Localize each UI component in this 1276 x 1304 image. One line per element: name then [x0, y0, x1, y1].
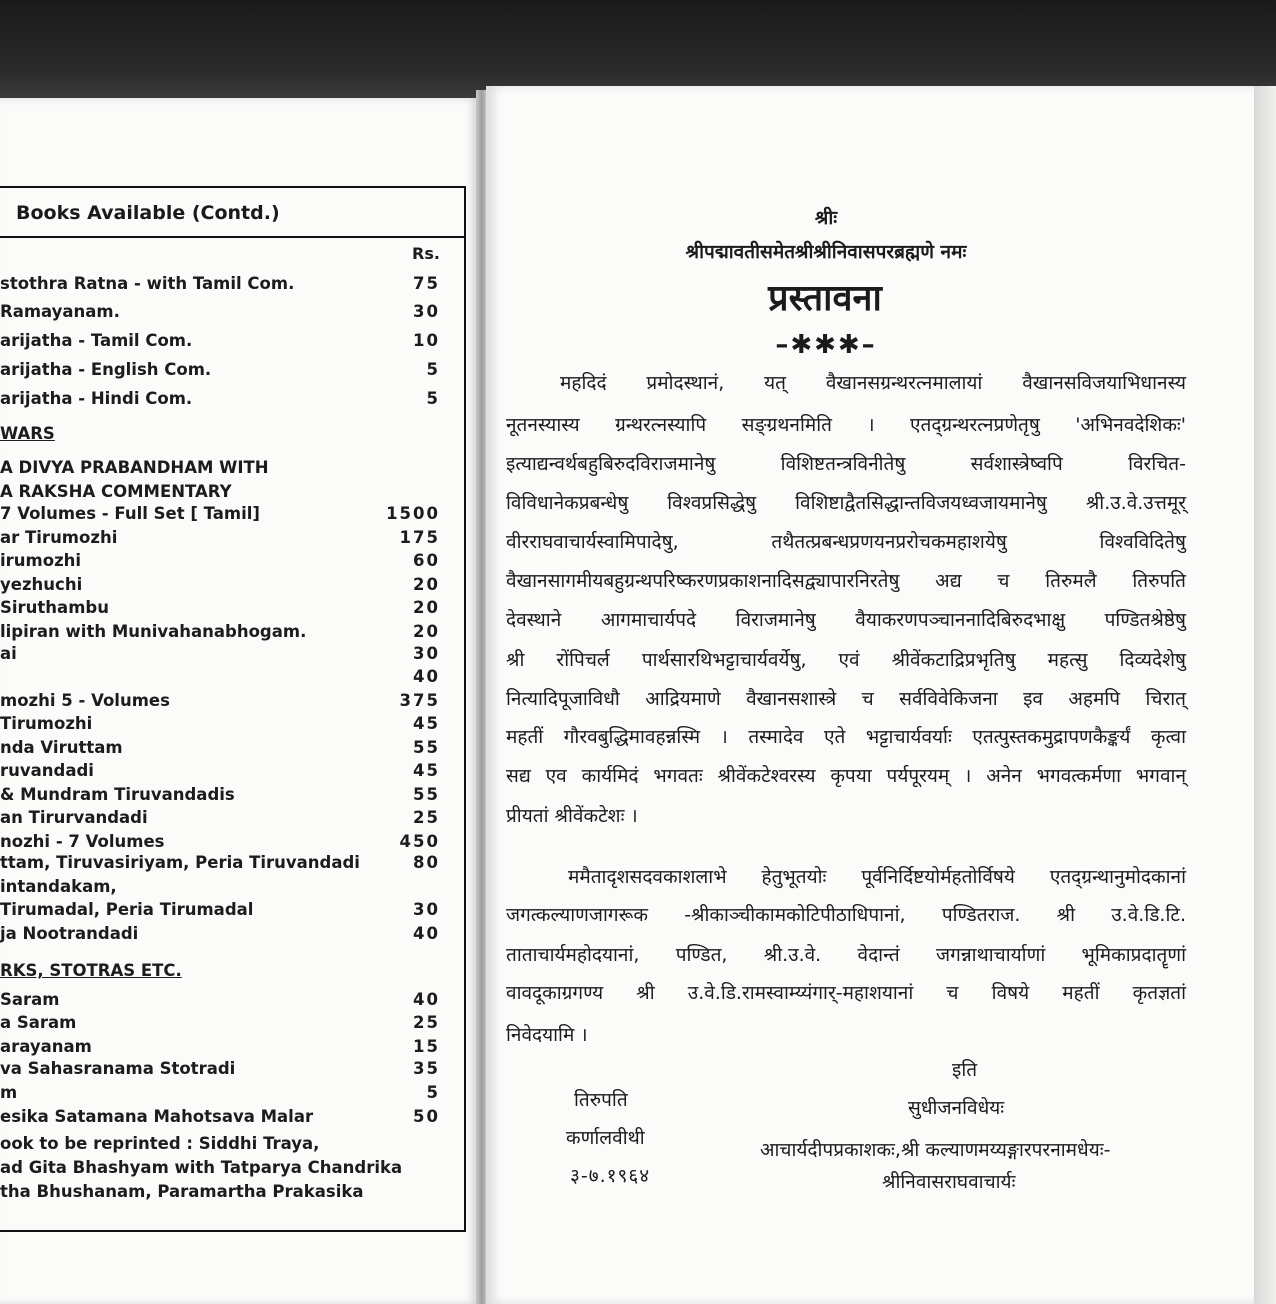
preface-line: सद्य एव कार्यमिदं भगवतः श्रीवेंकटेश्वरस्य कृपया पर्यपूरयम् । अनेन भगवत्कर्मणा भगवान्: [506, 765, 1186, 787]
book-list-item: [0, 388, 440, 410]
preface-line: वैखानसागमीयबहुग्रन्थपरिष्करणप्रकाशनादिसद्व्यापारनिरतेषु अद्य च तिरुमलै तिरुपति: [506, 570, 1186, 592]
book-price: 25: [413, 1013, 440, 1032]
book-price: 1500: [386, 504, 440, 523]
date: ३-७.१९६४: [570, 1165, 651, 1187]
book-price: 40: [413, 990, 440, 1009]
book-list-item: [0, 621, 440, 643]
book-list-item: [0, 960, 440, 982]
book-title: ook to be reprinted : Siddhi Traya,: [0, 1134, 320, 1153]
book-list-item: [0, 1157, 440, 1179]
book-title: an Tirurvandadi: [0, 808, 148, 827]
book-list-item: [0, 1181, 440, 1203]
book-list-item: [0, 713, 440, 735]
book-title: A RAKSHA COMMENTARY: [0, 482, 232, 501]
book-price: 15: [413, 1037, 440, 1056]
book-title: stothra Ratna - with Tamil Com.: [0, 274, 295, 293]
book-list-item: [0, 1133, 440, 1155]
book-title: Ramayanam.: [0, 302, 120, 321]
book-price: 25: [413, 808, 440, 827]
preface-line: इत्याद्यन्वर्थबहुबिरुदविराजमानेषु विशिष्टतन्त्रविनीतेषु सर्वशास्त्रेष्वपि विरचित-: [506, 453, 1186, 475]
book-title: arijatha - English Com.: [0, 360, 212, 379]
salutation: श्रीपद्मावतीसमेतश्रीश्रीनिवासपरब्रह्मणे नमः: [685, 241, 967, 263]
book-price: 40: [413, 667, 440, 686]
book-list-item: [0, 831, 440, 853]
book-list-item: [0, 807, 440, 829]
book-list-item: [0, 597, 440, 619]
book-list-item: [0, 784, 440, 806]
page-title: प्रस्तावना: [768, 278, 882, 319]
page-edge: [1254, 86, 1276, 1304]
book-title: va Sahasranama Stotradi: [0, 1059, 236, 1078]
preface-line: वावदूकाग्रगण्य श्री उ.वे.डि.रामस्वाम्य्यंगार्-महाशयानां च विषये महतीं कृतज्ञतां: [506, 982, 1186, 1004]
book-title: Saram: [0, 990, 60, 1009]
books-list-title: Books Available (Contd.): [0, 196, 466, 238]
section-heading: RKS, STOTRAS ETC.: [0, 961, 182, 980]
place: तिरुपति: [574, 1089, 628, 1111]
book-title: yezhuchi: [0, 575, 83, 594]
preface-line: ताताचार्यमहोदयानां, पण्डित, श्री.उ.वे. वेदान्तं जगन्नाथाचार्याणां भूमिकाप्रदातॄणां: [506, 944, 1186, 966]
book-title: nda Viruttam: [0, 738, 123, 757]
book-list-item: [0, 690, 440, 712]
book-list-item: [0, 1082, 440, 1104]
book-title: ruvandadi: [0, 761, 94, 780]
price-column-header: Rs.: [412, 244, 440, 263]
book-price: 375: [399, 691, 440, 710]
book-list-item: [0, 666, 440, 688]
book-price: 20: [413, 622, 440, 641]
book-list-item: [0, 1012, 440, 1034]
preface-line: नूतनस्यास्य ग्रन्थरत्नस्यापि सङ्ग्रथनमिति । एतद्ग्रन्थरत्नप्रणेतृषु 'अभिनवदेशिकः': [506, 414, 1186, 436]
book-price: 20: [413, 598, 440, 617]
invocation: श्रीः: [814, 207, 838, 229]
book-list-item: [0, 1036, 440, 1058]
book-list-item: [0, 899, 440, 921]
book-price: 45: [413, 761, 440, 780]
book-title: arayanam: [0, 1037, 92, 1056]
scan-background-top: [0, 0, 1276, 100]
preface-line: ममैतादृशसदवकाशलाभे हेतुभूतयोः पूर्वनिर्दिष्टयोर्महतोर्विषये एतद्ग्रन्थानुमोदकानां: [568, 866, 1186, 888]
book-price: 10: [413, 331, 440, 350]
book-title: irumozhi: [0, 551, 82, 570]
book-title: ttam, Tiruvasiriyam, Peria Tiruvandadi: [0, 853, 360, 872]
preface-line: महदिदं प्रमोदस्थानं, यत् वैखानसग्रन्थरत्नमालायां वैखानसविजयाभिधानस्य: [560, 372, 1186, 394]
book-list-item: [0, 737, 440, 759]
book-list-item: [0, 760, 440, 782]
book-title: intandakam,: [0, 877, 117, 896]
author-name: श्रीनिवासराघवाचार्यः: [882, 1171, 1016, 1193]
preface-line: वीरराघवाचार्यस्वामिपादेषु, तथैतत्प्रबन्धप्रणयनप्ररोचकमहाशयेषु विश्वविदितेषु: [506, 531, 1186, 553]
book-title: & Mundram Tiruvandadis: [0, 785, 235, 804]
book-title: ar Tirumozhi: [0, 528, 118, 547]
book-price: 5: [426, 1083, 440, 1102]
book-title: arijatha - Tamil Com.: [0, 331, 193, 350]
book-title: esika Satamana Mahotsava Malar: [0, 1107, 314, 1126]
book-price: 175: [399, 528, 440, 547]
book-list-item: [0, 643, 440, 665]
book-price: 5: [426, 389, 440, 408]
book-title: m: [0, 1083, 18, 1102]
book-price: 55: [413, 785, 440, 804]
sudhijana: सुधीजनविधेयः: [908, 1097, 1005, 1119]
book-title: ad Gita Bhashyam with Tatparya Chandrika: [0, 1158, 403, 1177]
book-price: 450: [399, 832, 440, 851]
book-title: Siruthambu: [0, 598, 109, 617]
book-title: A DIVYA PRABANDHAM WITH: [0, 458, 269, 477]
book-price: 50: [413, 1107, 440, 1126]
book-price: 60: [413, 551, 440, 570]
book-title: nozhi - 7 Volumes: [0, 832, 165, 851]
book-list-item: [0, 503, 440, 525]
preface-line: जगत्कल्याणजागरूक -श्रीकाञ्चीकामकोटिपीठाधिपानां, पण्डितराज. श्री उ.वे.डि.टि.: [506, 904, 1186, 926]
closing-iti: इति: [952, 1059, 978, 1081]
book-list-item: [0, 481, 440, 503]
preface-line: श्री रोंपिचर्ल पार्थसारथिभट्टाचार्यवर्येषु, एवं श्रीवेंकटाद्रिप्रभृतिषु महत्सु दिव्यदेशेषु: [506, 649, 1186, 671]
book-list-item: [0, 273, 440, 295]
publisher-line: आचार्यदीपप्रकाशकः,श्री कल्याणमय्यङ्गारपरनामधेयः-: [760, 1139, 1111, 1161]
book-list-item: [0, 423, 440, 445]
book-title: arijatha - Hindi Com.: [0, 389, 193, 408]
book-price: 35: [413, 1059, 440, 1078]
book-list-item: [0, 527, 440, 549]
ornament: –✱✱✱–: [775, 330, 877, 360]
preface-line: नित्यादिपूजाविधौ आद्रियमाणे वैखानसशास्त्रे च सर्वविवेकिजना इव अहमपि चिरात्: [506, 688, 1186, 710]
book-title: ai: [0, 644, 17, 663]
book-list-item: [0, 457, 440, 479]
preface-line: विविधानेकप्रबन्धेषु विश्वप्रसिद्धेषु विशिष्टाद्वैतसिद्धान्तविजयध्वजायमानेषु श्री.उ.वे.उत्तमूर्: [506, 492, 1186, 514]
street: कर्णालवीथी: [566, 1127, 645, 1149]
preface-line: निवेदयामि ।: [506, 1024, 588, 1046]
book-price: 30: [413, 302, 440, 321]
book-list-item: [0, 923, 440, 945]
preface-line: महतीं गौरवबुद्धिमावहन्नस्मि । तस्मादेव एते भट्टाचार्यवर्याः एतत्पुस्तकमुद्रापणकैङ्कर्यं कृत्वा: [506, 726, 1186, 748]
book-price: 30: [413, 644, 440, 663]
book-title: Tirumadal, Peria Tirumadal: [0, 900, 254, 919]
book-list-item: [0, 330, 440, 352]
book-list-item: [0, 876, 440, 898]
book-price: 40: [413, 924, 440, 943]
book-list-item: [0, 550, 440, 572]
book-title: tha Bhushanam, Paramartha Prakasika: [0, 1182, 364, 1201]
book-price: 55: [413, 738, 440, 757]
book-title: 7 Volumes - Full Set [ Tamil]: [0, 504, 260, 523]
book-title: ja Nootrandadi: [0, 924, 139, 943]
book-list-item: [0, 1106, 440, 1128]
book-list-item: [0, 1058, 440, 1080]
book-price: 20: [413, 575, 440, 594]
book-title: lipiran with Munivahanabhogam.: [0, 622, 307, 641]
book-list-item: [0, 989, 440, 1011]
book-price: 5: [426, 360, 440, 379]
section-heading: WARS: [0, 424, 55, 443]
book-price: 45: [413, 714, 440, 733]
book-list-item: [0, 574, 440, 596]
book-price: 80: [413, 853, 440, 872]
book-title: mozhi 5 - Volumes: [0, 691, 170, 710]
book-price: 75: [413, 274, 440, 293]
preface-line: देवस्थाने आगमाचार्यपदे विराजमानेषु वैयाकरणपञ्चाननादिबिरुदभाक्षु पण्डितश्रेष्ठेषु: [506, 609, 1186, 631]
book-price: 30: [413, 900, 440, 919]
preface-line: प्रीयतां श्रीवेंकटेशः ।: [506, 805, 638, 827]
book-list-item: [0, 301, 440, 323]
book-list-item: [0, 852, 440, 874]
book-list-item: [0, 359, 440, 381]
book-title: a Saram: [0, 1013, 77, 1032]
book-title: Tirumozhi: [0, 714, 93, 733]
